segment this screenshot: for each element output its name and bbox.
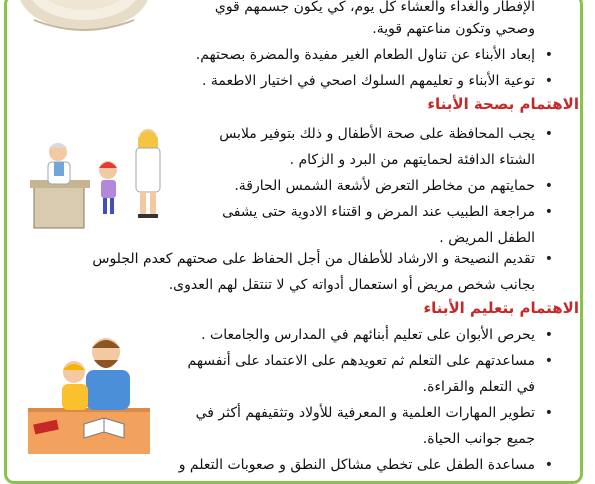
section3-text [165,324,535,476]
father-son-reading-illustration [28,330,158,454]
section1-bullet-1: • إبعاد الأبناء عن تناول الطعام الغير مفيدة والمضرة بصحتهم. [135,44,535,66]
section3-bullet-3: • تطوير المهارات العلمية و المعرفية للأولاد وتثقيفهم أكثر في [165,402,535,424]
section2-bullet-2: • حمايتهم من مخاطر التعرض لأشعة الشمس الحارقة. [195,175,535,197]
doctor-illustration [30,122,170,234]
section2-text [195,123,535,249]
section2-bullet-4: • تقديم النصيحة و الارشاد للأطفال من أجل الحفاظ على صحتهم كعدم الجلوس [15,248,535,270]
section2-heading: الاهتمام بصحة الأبناء [427,95,579,113]
section2-bullet-1: • يجب المحافظة على صحة الأطفال و ذلك بتوفير ملابس [195,123,535,145]
section2-line-5: الطفل المريض . [439,230,535,246]
section3-bullet-2: • مساعدتهم على التعلم ثم تعويدهم على الاعتماد على أنفسهم [165,350,535,372]
section3-line-5: جميع جوانب الحياة. [422,431,535,447]
section3-line-3: في التعلم والقراءة. [422,379,535,395]
section1-line-2: وصحي وتكون مناعتهم قوية. [372,21,535,37]
section3-heading: الاهتمام بتعليم الأبناء [423,299,579,317]
section2-line-2: الشتاء الدافئة لحمايتهم من البرد و الزكام . [289,152,535,168]
section2-line-7: بجانب شخص مريض أو استعمال أدواته كي لا تنتقل لهم العدوى. [168,277,535,293]
food-plate-illustration [14,0,154,35]
section2-text-wide [15,248,535,296]
section1-line-1: الإفطار والغداء والعشاء كل يوم، كي يكون جسمهم قوي [214,0,535,15]
section3-bullet-4: • مساعدة الطفل على تخطي مشاكل النطق و صعوبات التعلم و [165,454,535,476]
section1-bullet-2: • توعية الأبناء و تعليمهم السلوك اصحي في اختيار الاطعمة . [135,70,535,92]
section1-text [135,0,535,92]
section3-bullet-1: • يحرص الأبوان على تعليم أبنائهم في المدارس والجامعات . [165,324,535,346]
section2-bullet-3: • مراجعة الطبيب عند المرض و اقتناء الادوية حتى يشفى [195,201,535,223]
